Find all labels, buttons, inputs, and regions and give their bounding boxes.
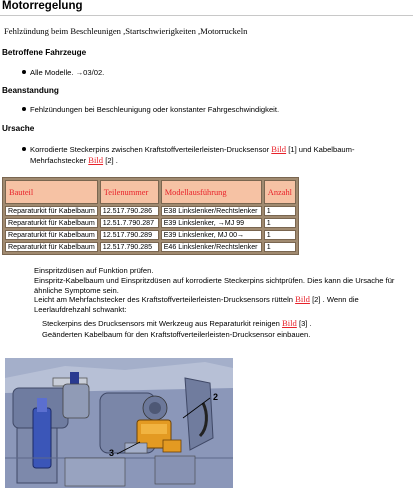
complaint-item — [22, 105, 279, 115]
table-cell: Reparaturkit für Kabelbaum — [5, 242, 98, 252]
table-cell: 1 — [264, 230, 296, 240]
title-divider — [0, 15, 413, 16]
cause-text: Korrodierte Steckerpins zwischen Kraftstoffverteilerleisten-Drucksensor — [30, 145, 270, 154]
table-cell: 1 — [264, 218, 296, 228]
bullet-icon — [22, 147, 26, 151]
table-cell: Reparaturkit für Kabelbaum — [5, 206, 98, 216]
col-header: Teilenummer — [100, 180, 159, 204]
table-row — [5, 218, 296, 228]
table-cell: Reparaturkit für Kabelbaum — [5, 230, 98, 240]
cause-heading: Ursache — [2, 124, 35, 133]
step-2-text-2: ähnliche Symptome sein. — [34, 286, 119, 295]
image-link-3[interactable]: Bild — [295, 294, 310, 304]
table-cell: 12.517.790.285 — [100, 242, 159, 252]
step-3-text-3: Leerlaufdrehzahl schwankt: — [34, 305, 127, 314]
table-header-row — [5, 180, 296, 204]
table-cell: 12.517.790.289 — [100, 230, 159, 240]
table-cell: E38 Linkslenker/Rechtslenker — [161, 206, 262, 216]
callout-3: 3 — [109, 448, 115, 458]
engine-sensor-illustration — [5, 358, 233, 488]
vehicles-heading: Betroffene Fahrzeuge — [2, 48, 87, 57]
step-3 — [34, 294, 409, 315]
step-4-text-2: [3] . — [298, 319, 312, 328]
table-row — [5, 206, 296, 216]
page-title: Motorregelung — [2, 0, 83, 12]
step-4-text: Steckerpins des Drucksensors mit Werkzeug aus Reparaturkit reinigen — [42, 319, 280, 328]
step-3-text-2: [2] . Wenn die — [312, 295, 359, 304]
cause-text-4: [2] . — [105, 156, 118, 165]
col-header: Bauteil — [5, 180, 98, 204]
table-cell: E39 Linkslenker, MJ 00→ — [161, 230, 262, 240]
step-2-text: Einspritz-Kabelbaum und Einspritzdüsen auf korrodierte Steckerpins sichtprüfen. Dies kann die Ursache für — [34, 276, 395, 285]
bullet-icon — [22, 70, 26, 74]
step-1: Einspritzdüsen auf Funktion prüfen. — [34, 266, 154, 275]
parts-table — [2, 177, 299, 255]
col-header: Modellausführung — [161, 180, 262, 204]
intro-text: Fehlzündung beim Beschleunigen ,Startschwierigkeiten ,Motorruckeln — [4, 26, 248, 36]
table-cell: 1 — [264, 242, 296, 252]
complaint-item-text: Fehlzündungen bei Beschleunigung oder konstanter Fahrgeschwindigkeit. — [30, 105, 280, 114]
table-cell: 12.51.7.790.287 — [100, 218, 159, 228]
complaint-heading: Beanstandung — [2, 86, 59, 95]
image-link-4[interactable]: Bild — [282, 318, 297, 328]
table-cell: E39 Linkslenker, →MJ 99 — [161, 218, 262, 228]
table-cell: 1 — [264, 206, 296, 216]
table-row — [5, 242, 296, 252]
step-2 — [34, 276, 409, 296]
step-4 — [42, 318, 407, 329]
bullet-icon — [22, 107, 26, 111]
col-header: Anzahl — [264, 180, 296, 204]
image-link-1[interactable]: Bild — [271, 144, 287, 154]
image-link-2[interactable]: Bild — [88, 155, 104, 165]
step-5: Geänderten Kabelbaum für den Kraftstoffverteilerleisten-Drucksensor einbauen. — [42, 330, 311, 339]
cause-text-3: Mehrfachstecker — [30, 156, 87, 165]
vehicles-item-text: Alle Modelle. →03/02. — [30, 68, 105, 77]
table-cell: E46 Linkslenker/Rechtslenker — [161, 242, 262, 252]
table-cell: Reparaturkit für Kabelbaum — [5, 218, 98, 228]
vehicles-item — [22, 68, 104, 78]
cause-item — [22, 144, 407, 166]
callout-2: 2 — [213, 392, 219, 402]
table-cell: 12.517.790.286 — [100, 206, 159, 216]
engine-illustration-svg — [5, 358, 233, 488]
table-row — [5, 230, 296, 240]
step-3-text: Leicht am Mehrfachstecker des Kraftstoffverteilerleisten-Drucksensors rütteln — [34, 295, 293, 304]
cause-text-2: [1] und Kabelbaum- — [288, 145, 355, 154]
